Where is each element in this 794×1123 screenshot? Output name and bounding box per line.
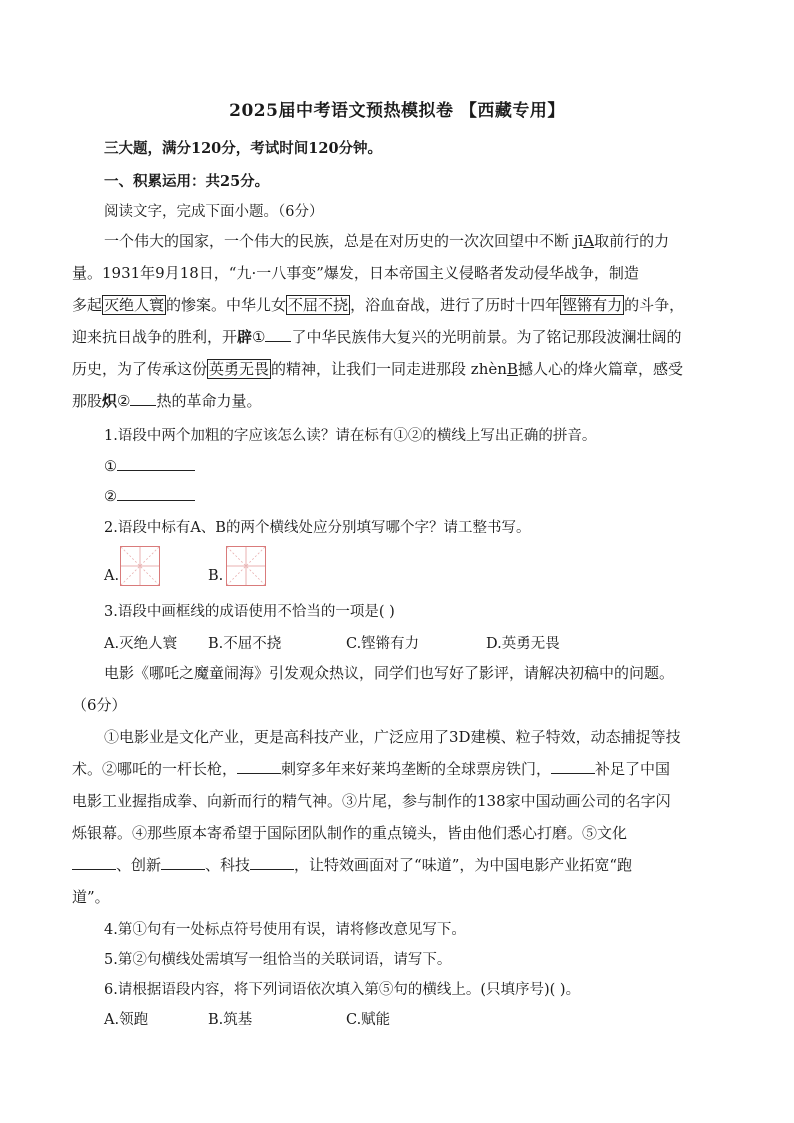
blank-line[interactable] — [130, 391, 156, 406]
boxed-idiom: 英勇无畏 — [209, 360, 270, 378]
answer-label: ② — [104, 489, 117, 505]
question-5: 5.第②句横线处需填写一组恰当的关联词语，请写下。 — [104, 952, 452, 968]
answer-b-label: B. — [208, 568, 224, 584]
blank-2-marker: ② — [117, 392, 131, 410]
passage-text: 补足了中国 — [595, 760, 671, 778]
passage2-line5 — [72, 854, 722, 875]
passage1-line2: 量。1931年9月18日，“九·一八事变”爆发，日本帝国主义侵略者发动侵华战争，制造 — [72, 264, 639, 282]
page-title: 2025届中考语文预热模拟卷 【西藏专用】 — [229, 101, 565, 121]
reading-instruction-2: 电影《哪吒之魔童闹海》引发观众热议，同学们也写好了影评，请解决初稿中的问题。 — [104, 664, 675, 682]
grid-diagonals-icon — [121, 547, 159, 585]
passage1-line3 — [72, 294, 722, 315]
answer-a-label: A. — [104, 568, 120, 584]
answer-2-blank[interactable] — [117, 486, 195, 501]
question-2: 2.语段中标有A、B的两个横线处应分别填写哪个字？请工整书写。 — [104, 520, 531, 536]
passage-text: ，让特效画面对了“味道”，为中国电影产业拓宽“跑 — [294, 856, 633, 874]
passage-text: 热的革命力量。 — [156, 392, 262, 410]
answer-label: ① — [104, 459, 117, 475]
writing-grid-b[interactable] — [226, 546, 266, 586]
passage-text: 的斗争， — [624, 296, 685, 314]
passage1-line4 — [72, 326, 722, 347]
passage2-line1: ①电影业是文化产业，更是高科技产业，广泛应用了3D建模、粒子特效，动态捕捉等技 — [104, 728, 681, 746]
boxed-idiom: 灭绝人寰 — [104, 296, 165, 314]
boxed-idiom: 不屈不挠 — [288, 296, 349, 314]
grid-diagonals-icon — [227, 547, 265, 585]
section-heading: 一、积累运用：共25分。 — [104, 173, 270, 190]
boxed-idiom: 铿锵有力 — [562, 296, 623, 314]
passage1-line6 — [72, 390, 722, 411]
passage-text: ，浴血奋战，进行了历时十四年 — [350, 296, 561, 314]
passage-text: 历史，为了传承这份 — [72, 360, 208, 378]
passage-text: 的精神，让我们一同走进那段 zhèn — [271, 360, 507, 378]
blank-line[interactable] — [72, 855, 116, 870]
blank-a-marker: A — [583, 232, 595, 250]
option-a[interactable]: A.领跑 — [104, 1012, 149, 1028]
passage-text: 刺穿多年来好莱坞垄断的全球票房铁门， — [281, 760, 552, 778]
passage-text: 那股 — [72, 392, 103, 410]
answer-2-row — [104, 486, 195, 505]
blank-line[interactable] — [237, 759, 281, 774]
passage-text: 撼人心的烽火篇章，感受 — [517, 360, 683, 378]
option-b[interactable]: B.不屈不挠 — [208, 636, 282, 652]
question-4: 4.第①句有一处标点符号使用有误，请将修改意见写下。 — [104, 922, 466, 938]
reading-instruction-2-score: （6分） — [72, 696, 127, 714]
exam-intro: 三大题，满分120分，考试时间120分钟。 — [104, 140, 383, 157]
passage1-line1 — [104, 230, 722, 251]
passage-text: 、科技 — [205, 856, 251, 874]
option-d[interactable]: D.英勇无畏 — [486, 636, 560, 652]
passage2-line2 — [72, 758, 722, 779]
passage-text: 一个伟大的国家，一个伟大的民族，总是在对历史的一次次回望中不断 jī — [104, 232, 584, 250]
passage1-line5 — [72, 358, 722, 379]
bold-character: 辟 — [237, 328, 253, 346]
question-6: 6.请根据语段内容，将下列词语依次填入第⑤句的横线上。(只填序号)( )。 — [104, 982, 581, 998]
passage-text: 的惨案。中华儿女 — [166, 296, 287, 314]
answer-1-blank[interactable] — [117, 456, 195, 471]
passage-text: 术。②哪吒的一杆长枪， — [72, 760, 238, 778]
passage2-line4: 烁银幕。④那些原本寄希望于国际团队制作的重点镜头，皆由他们悉心打磨。⑤文化 — [72, 824, 628, 842]
bold-character: 炽 — [102, 392, 118, 410]
passage-text: 取前行的力 — [594, 232, 670, 250]
blank-line[interactable] — [250, 855, 294, 870]
blank-line[interactable] — [161, 855, 205, 870]
passage2-line3: 电影工业握指成拳、向新而行的精气神。③片尾，参与制作的138家中国动画公司的名字闪 — [72, 792, 671, 810]
reading-instruction-1: 阅读文字，完成下面小题。（6分） — [104, 204, 324, 220]
question-3: 3.语段中画框线的成语使用不恰当的一项是( ) — [104, 604, 395, 620]
blank-line[interactable] — [551, 759, 595, 774]
answer-1-row — [104, 456, 195, 475]
passage-text: 、创新 — [116, 856, 162, 874]
blank-1-marker: ① — [252, 328, 266, 346]
option-c[interactable]: C.赋能 — [346, 1012, 391, 1028]
passage-text: 了中华民族伟大复兴的光明前景。为了铭记那段波澜壮阔的 — [291, 328, 682, 346]
blank-b-marker: B — [506, 360, 518, 378]
option-a[interactable]: A.灭绝人寰 — [104, 636, 178, 652]
question-1: 1.语段中两个加粗的字应该怎么读？请在标有①②的横线上写出正确的拼音。 — [104, 428, 597, 444]
passage2-line6: 道”。 — [72, 888, 110, 906]
blank-line[interactable] — [265, 327, 291, 342]
option-b[interactable]: B.筑基 — [208, 1012, 253, 1028]
writing-grid-a[interactable] — [120, 546, 160, 586]
passage-text: 多起 — [72, 296, 103, 314]
option-c[interactable]: C.铿锵有力 — [346, 636, 420, 652]
passage-text: 迎来抗日战争的胜利，开 — [72, 328, 238, 346]
